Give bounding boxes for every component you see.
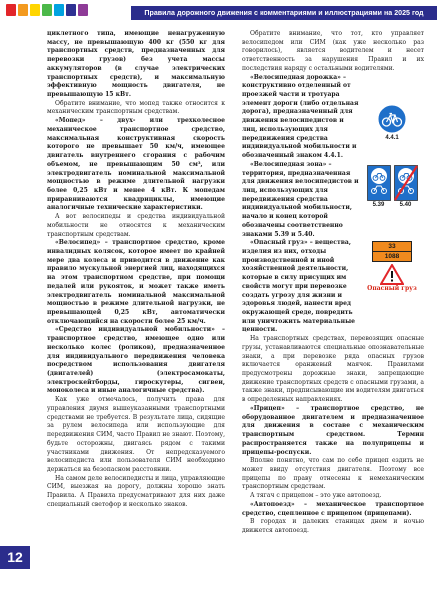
paragraph: В городах и далеких станицах днем и ночью движется автопоезд. bbox=[242, 518, 424, 534]
swatch-orange bbox=[18, 4, 28, 16]
definition-bicycle: «Велосипед» – транспортное средство, кроме инвалидных колясок, которое имеет по крайней мере два колеса и приводится в движение как правило мускульной энергией лиц, находящихся на этом транспортном средстве, при помощи педалей или рукояток, и может также иметь электродвигатель номинальной максимальной мощностью в режиме длительной нагрузки, не превышающей 0,25 кВт, автоматически отключающийся на скорости более 25 км/ч. bbox=[47, 239, 225, 325]
bicycle-zone-start-sign-icon bbox=[367, 165, 391, 201]
hazard-plate-code: 33 bbox=[373, 242, 411, 252]
warning-triangle-icon bbox=[380, 264, 404, 285]
definition-trailer: «Прицеп» – транспортное средство, не оборудованное двигателем и предназначенное для движения в составе с механическим транспортным средством. Термин распространяется также на полуприцепы и прицепы-роспуски. bbox=[242, 404, 424, 456]
sign-5-40-label: 5.40 bbox=[399, 201, 412, 208]
signs-5-39-5-40-figure bbox=[360, 161, 424, 239]
page-number: 12 bbox=[0, 546, 30, 569]
swatch-cyan bbox=[54, 4, 64, 16]
swatch-green bbox=[42, 4, 52, 16]
page-header-title: Правила дорожного движения с комментариями и иллюстрациями на 2025 год bbox=[131, 6, 437, 20]
swatch-red bbox=[6, 4, 16, 16]
paragraph: циклетного типа, имеющие ненагруженную массу, не превышающую 400 кг (550 кг для транспортных средств, предназначенных для перевозки грузов) без учета массы аккумуляторов (в случае электрических транспортных средств), и максимальную эффективную мощность двигателя, не превышающую 15 кВт. bbox=[47, 30, 225, 99]
bicycle-zone-end-sign-icon bbox=[394, 165, 418, 201]
paragraph: На самом деле велосипедисты и лица, управляющие СИМ, выезжая на дорогу, должны хорошо знать Правила. А Правила предусматривают для них даже специальный светофор и несколько знаков. bbox=[47, 474, 225, 508]
bike-path-block bbox=[242, 74, 424, 161]
sign-5-39-label: 5.39 bbox=[372, 201, 385, 208]
swatch-blue bbox=[66, 4, 76, 16]
color-swatches bbox=[6, 4, 88, 16]
sign-4-4-1-label: 4.4.1 bbox=[385, 134, 399, 141]
paragraph: А тягач с прицепом – это уже автопоезд. bbox=[250, 492, 382, 500]
bike-zone-block bbox=[242, 161, 424, 239]
sign-4-4-1-figure bbox=[360, 74, 424, 161]
dangerous-cargo-block bbox=[242, 239, 424, 335]
definition-moped: «Мопед» – двух- или трехколесное механическое транспортное средство, максимальная конструктивная скорость которого не превышает 50 км/ч, имеющее двигатель внутреннего сгорания с рабочим объемом, не превышающим 50 см³, или электродвигатель номинальной максимальной мощностью в режиме длительной нагрузки более 0,25 кВт и менее 4 кВт. К мопедам приравниваются квадрициклы, имеющие аналогичные технические характеристики. bbox=[47, 117, 225, 212]
dangerous-cargo-figure bbox=[360, 239, 424, 335]
left-column bbox=[47, 30, 225, 510]
paragraph: Обратите внимание, что тот, кто управляет велосипедом или СИМ (как уже несколько раз говорилось), является водителем и несет ответственность за нарушения Правил и их последствия наряду с остальными водителями. bbox=[242, 30, 424, 72]
definition-bike-path: «Велосипедная дорожка» – конструктивно отделенный от проезжей части и тротуара элемент дороги (либо отдельная дорога), предназначенный для движения велосипедистов и лиц, использующих для передвижения средства индивидуальной мобильности и обозначенный знаком 4.4.1. bbox=[242, 73, 359, 160]
swatch-yellow bbox=[30, 4, 40, 16]
definition-dangerous-cargo: «Опасный груз» – вещества, изделия из них, отходы производственной и иной хозяйственной деятельности, которые в силу присущих им свойств могут при перевозке создать угрозу для жизни и здоровья людей, нанести вред окружающей среде, повредить или уничтожить материальные ценности. bbox=[242, 239, 355, 334]
hazard-plate bbox=[372, 241, 412, 262]
paragraph: Вполне понятно, что сам по себе прицеп ездить не может ввиду отсутствия двигателя. Поэтому все прицепы по праву отнесены к немеханическим транспортным средствам. bbox=[242, 457, 424, 491]
right-column bbox=[242, 30, 424, 536]
swatch-purple bbox=[78, 4, 88, 16]
paragraph: Обратите внимание, что мопед также относится к механическим транспортным средствам. bbox=[47, 99, 225, 116]
definition-personal-mobility: «Средство индивидуальной мобильности» – транспортное средство, имеющее одно или несколько колес (роликов), предназначенное для индивидуального передвижения человека посредством использования двигателя (двигателей) (электросамокаты, электроскейтборды, гироскутеры, сигвеи, моноколеса и иные аналогичные средства). bbox=[47, 326, 225, 395]
bicycle-path-sign-icon bbox=[377, 104, 407, 134]
definition-bike-zone: «Велосипедная зона» – территория, предназначенная для движения велосипедистов и лиц, использующих для передвижения средства индивидуальной мобильности, начало и конец которой обозначены соответственно знаками 5.39 и 5.40. bbox=[242, 160, 359, 238]
paragraph: А вот велосипеды и средства индивидуальной мобильности не относятся к механическим транспортным средствам. bbox=[47, 213, 225, 238]
definition-road-train: «Автопоезд» – механическое транспортное средство, сцепленное с прицепом (прицепами). bbox=[242, 500, 424, 517]
paragraph: На транспортных средствах, перевозящих опасные грузы, устанавливаются специальные опознавательные знаки, а при перевозке ряда опасных грузов включается оранжевый маячок. Правилами предусмотрены дорожные знаки, запрещающие движение транспортных средств с опасными грузами, а также знаки, предписывающие им водителям двигаться в определенных направлениях. bbox=[242, 335, 424, 404]
paragraph: Как уже отмечалось, получить права для управления двумя вышеуказанными транспортными средствами не требуется. В результате лица, сидящие за рулем велосипеда или использующие для передвижения СИМ, часто Правил не знают. Поэтому, будьте осторожны, двигаясь рядом с такими участниками движения. От непредсказуемого велосипедиста или пользователя СИМ необходимо держаться на безопасном расстоянии. bbox=[47, 396, 225, 473]
hazard-caption: Опасный груз bbox=[367, 285, 417, 293]
hazard-plate-number: 1088 bbox=[384, 253, 400, 261]
